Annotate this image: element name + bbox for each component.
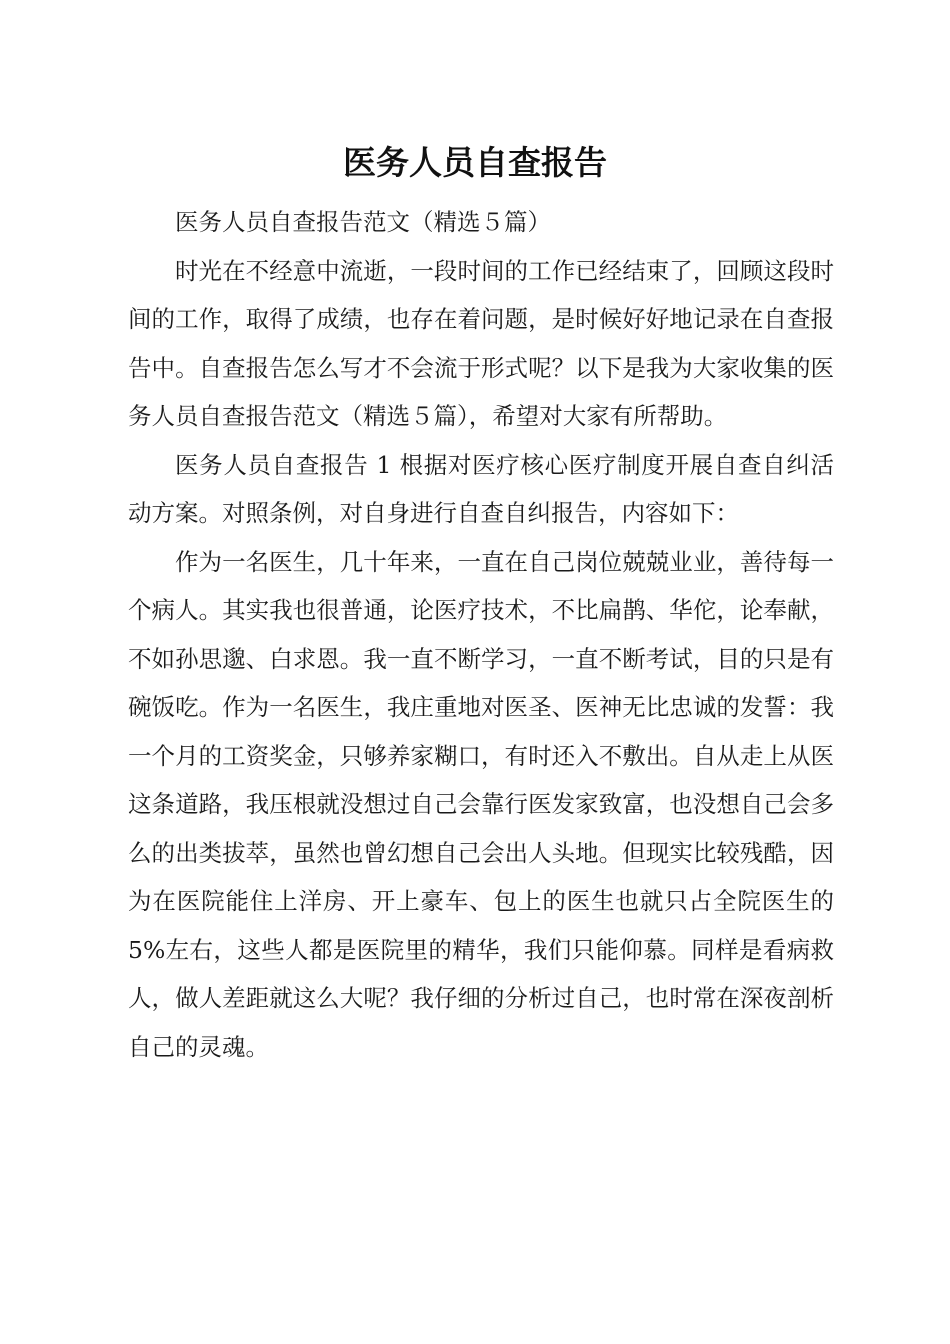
paragraph-body: 作为一名医生，几十年来，一直在自己岗位兢兢业业，善待每一个病人。其实我也很普通，论医疗技术，不比扁鹊、华佗，论奉献，不如孙思邈、白求恩。我一直不断学习，一直不断考试，目的只是有碗饭吃。作为一名医生，我庄重地对医圣、医神无比忠诚的发誓：我一个月的工资奖金，只够养家糊口，有时还入不敷出。自从走上从医这条道路，我压根就没想过自己会靠行医发家致富，也没想自己会多么的出类拔萃，虽然也曾幻想自己会出人头地。但现实比较残酷，因为在医院能住上洋房、开上豪车、包上的医生也就只占全院医生的 5%左右，这些人都是医院里的精华，我们只能仰慕。同样是看病救人，做人差距就这么大呢？我仔细的分析过自己，也时常在深夜剖析自己的灵魂。 [128, 547, 834, 1061]
document-body [128, 198, 834, 1071]
paragraph-report-1: 医务人员自查报告 1 根据对医疗核心医疗制度开展自查自纠活动方案。对照条例，对自身进行自查自纠报告，内容如下： [128, 450, 834, 527]
document-title: 医务人员自查报告 [343, 143, 607, 182]
paragraph-subtitle: 医务人员自查报告范文（精选５篇） [175, 208, 551, 236]
paragraph-intro: 时光在不经意中流逝，一段时间的工作已经结束了，回顾这段时间的工作，取得了成绩，也存在着问题，是时候好好地记录在自查报告中。自查报告怎么写才不会流于形式呢？以下是我为大家收集的医务人员自查报告范文（精选５篇），希望对大家有所帮助。 [128, 256, 834, 430]
